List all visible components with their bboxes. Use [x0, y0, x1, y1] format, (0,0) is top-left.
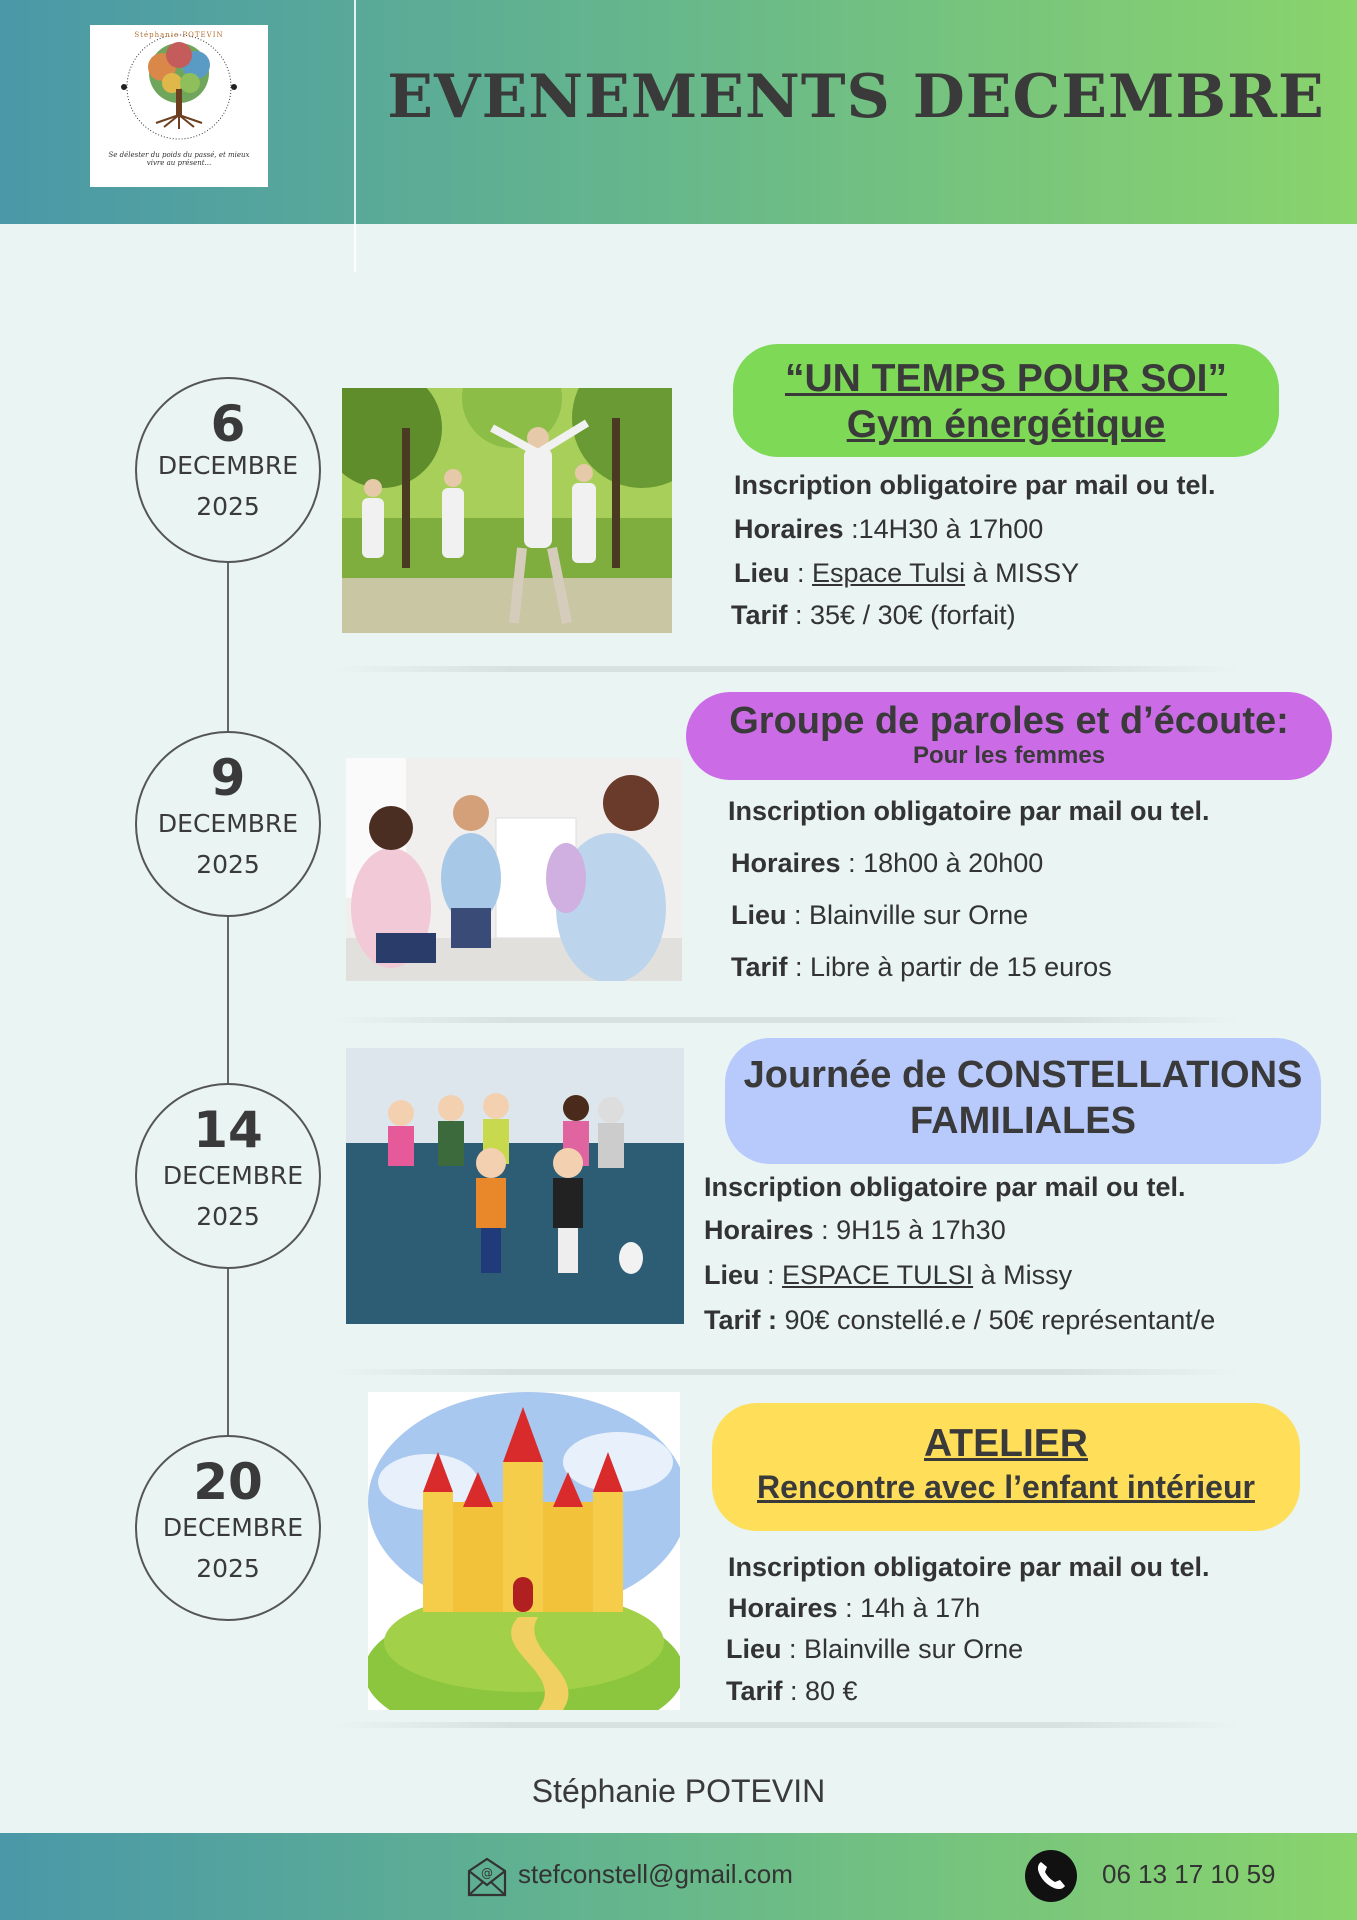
photo-women-group	[346, 758, 682, 981]
date-year: 2025	[196, 850, 260, 879]
hours-value: : 18h00 à 20h00	[840, 848, 1044, 878]
event-subtitle: Pour les femmes	[912, 742, 1106, 769]
separator	[330, 1722, 1240, 1728]
price-label: Tarif	[726, 1676, 783, 1706]
date-year: 2025	[196, 492, 260, 521]
photo-castle	[368, 1392, 680, 1710]
timeline-line	[227, 460, 229, 1460]
photo-figurines	[346, 1048, 684, 1324]
price-label: Tarif	[731, 952, 788, 982]
place-city: à Missy	[973, 1260, 1073, 1290]
logo-name: Stéphanie POTEVIN	[134, 31, 224, 39]
price-value: : 80 €	[782, 1676, 858, 1706]
hours-value: : 9H15 à 17h30	[813, 1215, 1006, 1245]
hours-label: Horaires	[704, 1215, 814, 1245]
event-title: Journée de CONSTELLATIONS	[743, 1054, 1303, 1096]
event-info-3	[704, 1172, 1215, 1350]
date-circle-4	[135, 1435, 321, 1621]
date-day: 20	[193, 1453, 263, 1511]
event-subtitle: Gym énergétique	[846, 403, 1166, 446]
phone-icon	[1024, 1849, 1078, 1907]
signature: Stéphanie POTEVIN	[531, 1773, 826, 1809]
place-city: à MISSY	[965, 558, 1080, 588]
footer-email[interactable]: stefconstell@gmail.com	[518, 1859, 793, 1889]
separator	[330, 666, 1240, 672]
price-value: 90€ constellé.e / 50€ représentant/e	[777, 1305, 1216, 1335]
date-month: DECEMBRE	[157, 809, 299, 838]
price-label: Tarif :	[704, 1305, 777, 1335]
event-title: Groupe de paroles et d’écoute:	[729, 700, 1289, 742]
date-day: 6	[210, 395, 246, 453]
separator	[330, 1369, 1240, 1375]
venue-link[interactable]: ESPACE TULSI	[782, 1260, 974, 1290]
event-info-2	[728, 796, 1210, 1004]
hours-label: Horaires	[728, 1593, 838, 1623]
hours-value: :14H30 à 17h00	[843, 514, 1044, 544]
place-label: Lieu	[704, 1260, 760, 1290]
place-sep: :	[759, 1260, 783, 1290]
header-divider	[354, 0, 356, 272]
footer-phone[interactable]: 06 13 17 10 59	[1102, 1859, 1276, 1889]
event-info-1	[731, 470, 1216, 642]
event-title-pill-2	[686, 692, 1332, 780]
page-title: EVENEMENTS DECEMBRE	[387, 62, 1325, 132]
date-circle-1	[135, 377, 321, 563]
registration-note: Inscription obligatoire par mail ou tel.	[734, 470, 1216, 500]
tree-logo-icon	[114, 31, 244, 149]
date-month: DECEMBRE	[162, 1161, 304, 1190]
place-sep: :	[789, 558, 813, 588]
price-label: Tarif	[731, 600, 788, 630]
event-title: ATELIER	[924, 1422, 1088, 1465]
date-month: DECEMBRE	[157, 451, 299, 480]
place-label: Lieu	[731, 900, 787, 930]
logo	[90, 25, 268, 187]
event-title: “UN TEMPS POUR SOI”	[784, 357, 1228, 400]
place-label: Lieu	[734, 558, 790, 588]
hours-label: Horaires	[731, 848, 841, 878]
event-title-pill-4	[712, 1403, 1300, 1531]
event-title-pill-3	[725, 1038, 1321, 1164]
place-value: : Blainville sur Orne	[781, 1634, 1024, 1664]
date-circle-2	[135, 731, 321, 917]
event-subtitle: FAMILIALES	[910, 1100, 1136, 1142]
event-info-4	[728, 1552, 1210, 1718]
event-title-pill-1	[733, 344, 1279, 457]
svg-text:@: @	[481, 1866, 493, 1880]
date-day: 14	[193, 1101, 263, 1159]
date-year: 2025	[196, 1202, 260, 1231]
event-subtitle: Rencontre avec l’enfant intérieur	[757, 1469, 1255, 1505]
price-value: : 35€ / 30€ (forfait)	[787, 600, 1016, 630]
date-month: DECEMBRE	[162, 1513, 304, 1542]
registration-note: Inscription obligatoire par mail ou tel.	[728, 796, 1210, 826]
registration-note: Inscription obligatoire par mail ou tel.	[728, 1552, 1210, 1582]
date-day: 9	[210, 749, 246, 807]
photo-gym-seniors	[342, 388, 672, 633]
venue-link[interactable]: Espace Tulsi	[812, 558, 966, 588]
date-year: 2025	[196, 1554, 260, 1583]
price-value: : Libre à partir de 15 euros	[787, 952, 1112, 982]
hours-value: : 14h à 17h	[837, 1593, 981, 1623]
date-circle-3	[135, 1083, 321, 1269]
envelope-icon	[466, 1855, 508, 1901]
hours-label: Horaires	[734, 514, 844, 544]
registration-note: Inscription obligatoire par mail ou tel.	[704, 1172, 1186, 1202]
logo-tagline: Se délester du poids du passé, et mieux vivre au présent...	[108, 151, 250, 167]
separator	[330, 1017, 1240, 1023]
place-value: : Blainville sur Orne	[786, 900, 1029, 930]
place-label: Lieu	[726, 1634, 782, 1664]
